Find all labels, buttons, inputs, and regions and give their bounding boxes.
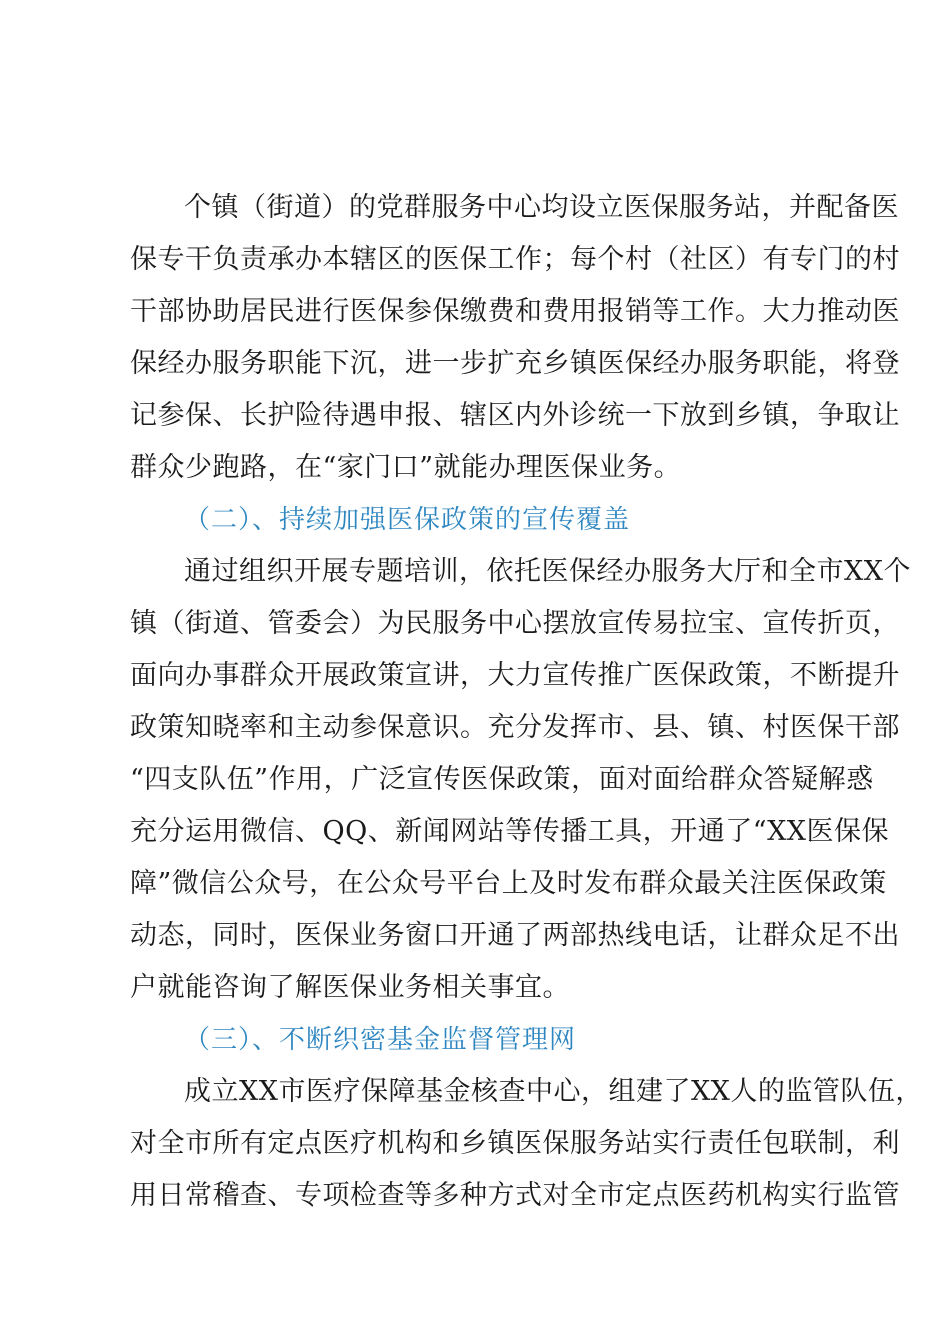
text-line: 障”微信公众号，在公众号平台上及时发布群众最关注医保政策 — [130, 868, 887, 899]
text-line: 通过组织开展专题培训，依托医保经办服务大厅和全市XX个 — [184, 556, 911, 587]
text-line: 保经办服务职能下沉，进一步扩充乡镇医保经办服务职能，将登 — [130, 348, 900, 379]
text-line: 个镇（街道）的党群服务中心均设立医保服务站，并配备医 — [184, 192, 899, 223]
text-line: 充分运用微信、QQ、新闻网站等传播工具，开通了“XX医保保 — [130, 816, 890, 847]
text-line: 政策知晓率和主动参保意识。充分发挥市、县、镇、村医保干部 — [130, 712, 900, 743]
paragraph-1 — [130, 182, 900, 494]
paragraph-3 — [130, 1066, 923, 1222]
section-heading-2: （二）、持续加强医保政策的宣传覆盖 — [184, 505, 631, 535]
text-line: 户就能咨询了解医保业务相关事宜。 — [130, 972, 570, 1003]
section-heading-3: （三）、不断织密基金监督管理网 — [184, 1025, 577, 1055]
text-line: 干部协助居民进行医保参保缴费和费用报销等工作。大力推动医 — [130, 296, 900, 327]
text-line: 面向办事群众开展政策宣讲，大力宣传推广医保政策，不断提升 — [130, 660, 900, 691]
text-line: “四支队伍”作用，广泛宣传医保政策，面对面给群众答疑解惑 — [130, 764, 874, 795]
document-body — [130, 182, 923, 1222]
text-line: 动态，同时，医保业务窗口开通了两部热线电话，让群众足不出 — [130, 920, 900, 951]
text-line: 成立XX市医疗保障基金核查中心，组建了XX人的监管队伍， — [184, 1076, 923, 1107]
text-line: 对全市所有定点医疗机构和乡镇医保服务站实行责任包联制，利 — [130, 1128, 900, 1159]
text-line: 记参保、长护险待遇申报、辖区内外诊统一下放到乡镇，争取让 — [130, 400, 900, 431]
paragraph-2 — [130, 546, 911, 1014]
text-line: 镇（街道、管委会）为民服务中心摆放宣传易拉宝、宣传折页， — [130, 608, 900, 639]
text-line: 用日常稽查、专项检查等多种方式对全市定点医药机构实行监管 — [130, 1180, 900, 1211]
text-line: 群众少跑路，在“家门口”就能办理医保业务。 — [130, 452, 682, 483]
text-line: 保专干负责承办本辖区的医保工作；每个村（社区）有专门的村 — [130, 244, 900, 275]
